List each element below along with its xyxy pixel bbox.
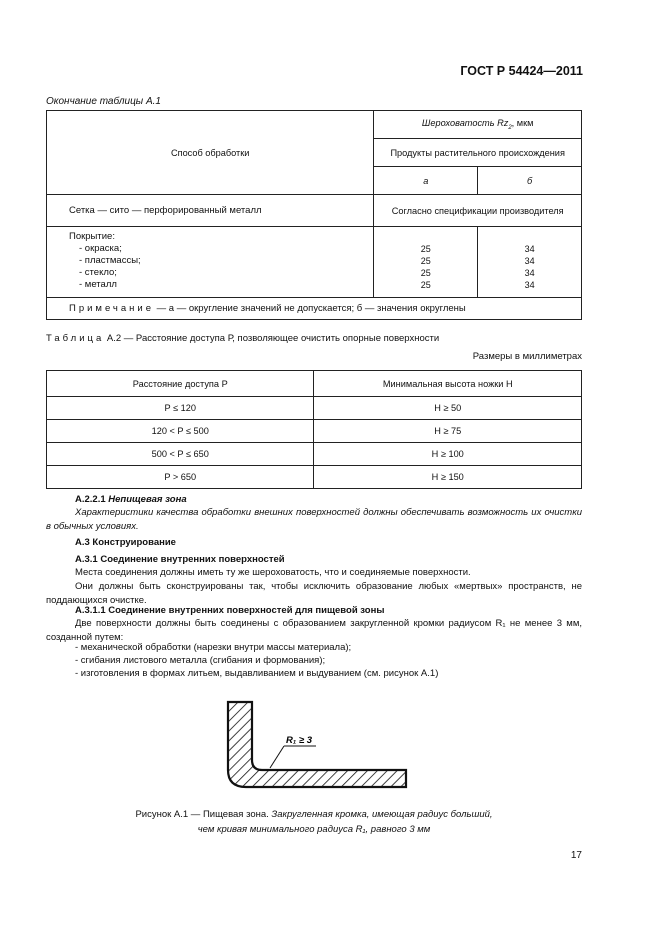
section-a311-p1: Две поверхности должны быть соединены с образованием закругленной кромки радиусом R₁ не менее 3 мм, созданной путем: [46, 618, 582, 643]
col-a-header: а [374, 167, 478, 195]
coating-a-cell: 25 [420, 268, 431, 278]
col-method-header: Способ обработки [47, 111, 374, 195]
coating-item: - стекло; [79, 267, 117, 278]
row-mesh-value: Согласно спецификации производителя [374, 195, 582, 227]
list-item: - механической обработки (нарезки внутри массы материала); [75, 642, 352, 653]
coating-item: - металл [79, 279, 117, 290]
section-a311-heading: А.3.1.1 Соединение внутренних поверхностей для пищевой зоны [75, 605, 385, 616]
section-a31-p2: Они должны быть сконструированы так, чтобы исключить образование любых «мертвых» пространств, не поддающихся очистке. [46, 581, 582, 606]
coating-item: - окраска; [79, 243, 122, 254]
coating-b-cell: 34 [524, 256, 535, 266]
row-mesh-method: Сетка — сито — перфорированный металл [47, 195, 374, 227]
section-a31-p1: Места соединения должны иметь ту же шероховатость, что и соединяемые поверхности. [75, 567, 471, 578]
coating-a-cell: 25 [420, 244, 431, 254]
coating-b-cell: 34 [524, 280, 535, 290]
radius-leader-line [270, 746, 284, 768]
table-row-h: H ≥ 150 [314, 466, 582, 489]
col-plant-header: Продукты растительного происхождения [374, 139, 582, 167]
section-a31-heading: А.3.1 Соединение внутренних поверхностей [75, 554, 285, 565]
section-a3-heading: А.3 Конструирование [75, 537, 176, 548]
page-number: 17 [570, 850, 582, 861]
row-coating-method [47, 227, 374, 298]
table2-caption: Таблица А.2 — Расстояние доступа Р, позволяющее очистить опорные поверхности [46, 333, 440, 344]
list-item: - сгибания листового металла (сгибания и формования); [75, 655, 326, 666]
table-row-p: 500 < P ≤ 650 [47, 443, 314, 466]
coating-b-cell: 34 [524, 244, 535, 254]
table-row-h: H ≥ 50 [314, 397, 582, 420]
document-header: ГОСТ Р 54424—2011 [460, 64, 583, 78]
coating-b-values [478, 227, 582, 298]
figure-a1-caption: Рисунок А.1 — Пищевая зона. Закругленная кромка, имеющая радиус больший, чем кривая минимального радиуса R₁, равного 3 мм [135, 809, 493, 835]
table-row-h: H ≥ 100 [314, 443, 582, 466]
col-roughness-header: Шероховатость $Rz_2$, мкм [374, 111, 582, 139]
table-row-p: 120 < P ≤ 500 [47, 420, 314, 443]
angle-profile [228, 702, 406, 787]
section-a221-text: Характеристики качества обработки внешних поверхностей должны обеспечивать возможность их очистки в обычных условиях. [46, 507, 582, 532]
coating-a-cell: 25 [420, 280, 431, 290]
col-height-header: Минимальная высота ножки Н [314, 371, 582, 397]
list-item: - изготовления в формах литьем, выдавливанием и выдуванием (см. рисунок А.1) [75, 668, 439, 679]
table1-caption: Окончание таблицы А.1 [46, 96, 161, 107]
coating-item: - пластмассы; [79, 255, 141, 266]
radius-label: R₁ ≥ 3 [286, 735, 312, 746]
col-access-header: Расстояние доступа Р [47, 371, 314, 397]
table-a2 [46, 370, 582, 489]
coating-b-cell: 34 [524, 268, 535, 278]
coating-a-cell: 25 [420, 256, 431, 266]
table1-note: Примечание — а — округление значений не допускается; б — значения округлены [47, 298, 582, 320]
section-a221-heading: А.2.2.1 Непищевая зона [75, 494, 187, 505]
figure-a1-drawing [200, 690, 420, 800]
col-b-header: б [478, 167, 582, 195]
table-row-p: P > 650 [47, 466, 314, 489]
table-a1 [46, 110, 582, 320]
coating-a-values [374, 227, 478, 298]
table-row-p: P ≤ 120 [47, 397, 314, 420]
table-row-h: H ≥ 75 [314, 420, 582, 443]
units-note: Размеры в миллиметрах [472, 351, 582, 362]
coating-title: Покрытие: [69, 231, 115, 242]
